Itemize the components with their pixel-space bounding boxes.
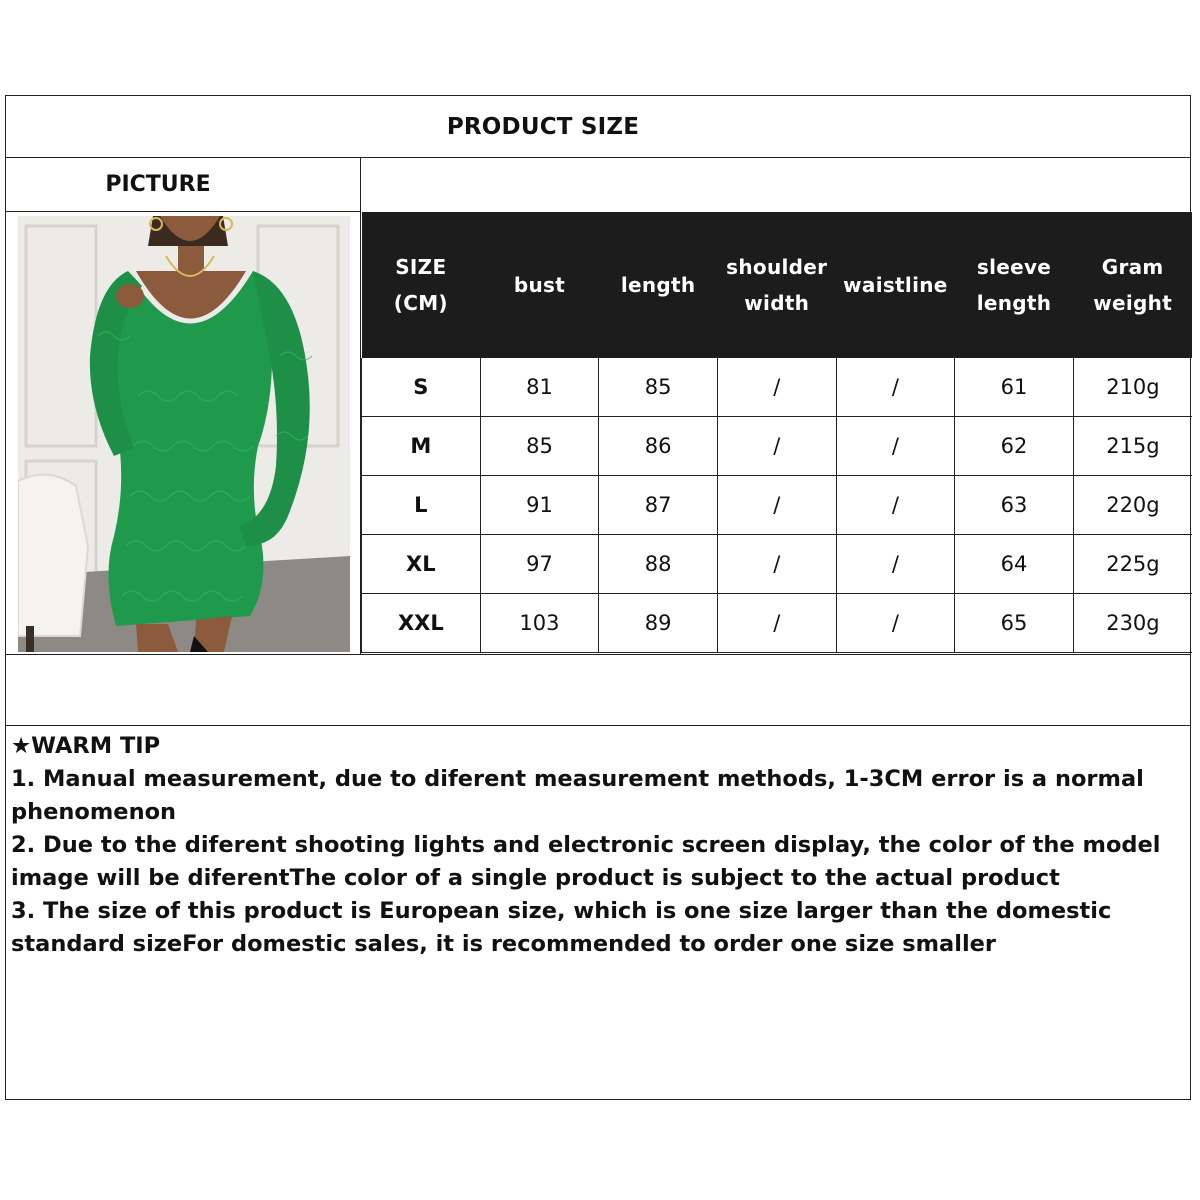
header-waistline: waistline [836, 212, 955, 358]
table-row [362, 358, 1193, 417]
header-length: length [599, 212, 718, 358]
sleeve-cell: 65 [955, 594, 1074, 653]
weight-cell: 215g [1073, 417, 1192, 476]
header-size: SIZE (CM) [362, 212, 481, 358]
page-title: PRODUCT SIZE [446, 113, 640, 140]
picture-label: PICTURE [105, 172, 211, 197]
shoulder-cell: / [717, 535, 836, 594]
header-gram-weight: Gram weight [1073, 212, 1192, 358]
bust-cell: 103 [480, 594, 599, 653]
waistline-cell: / [836, 417, 955, 476]
sleeve-cell: 64 [955, 535, 1074, 594]
shoulder-cell: / [717, 358, 836, 417]
length-cell: 87 [599, 476, 718, 535]
bust-cell: 85 [480, 417, 599, 476]
length-cell: 89 [599, 594, 718, 653]
length-cell: 86 [599, 417, 718, 476]
size-cell: XL [362, 535, 481, 594]
warm-tip-line-2: 2. Due to the diferent shooting lights and electronic screen display, the color of the model image will be diferentThe color of a single product is subject to the actual product [11, 832, 1161, 891]
title-row [6, 96, 1190, 158]
table-row [362, 535, 1193, 594]
warm-tip-line-3: 3. The size of this product is European size, which is one size larger than the domestic standard sizeFor domestic sales, it is recommended to order one size smaller [11, 898, 1112, 957]
picture-label-cell [6, 158, 361, 212]
length-cell: 85 [599, 358, 718, 417]
waistline-cell: / [836, 535, 955, 594]
warm-tip-heading: ★WARM TIP [11, 733, 161, 759]
weight-cell: 220g [1073, 476, 1192, 535]
size-cell: M [362, 417, 481, 476]
waistline-cell: / [836, 594, 955, 653]
shoulder-cell: / [717, 476, 836, 535]
size-cell: XXL [362, 594, 481, 653]
length-cell: 88 [599, 535, 718, 594]
table-row [362, 476, 1193, 535]
weight-cell: 225g [1073, 535, 1192, 594]
table-row [362, 594, 1193, 653]
sleeve-cell: 63 [955, 476, 1074, 535]
photo-cell [6, 212, 361, 654]
product-photo [18, 216, 350, 652]
waistline-cell: / [836, 358, 955, 417]
size-cell: L [362, 476, 481, 535]
size-table-header-row [362, 212, 1193, 358]
shoulder-cell: / [717, 594, 836, 653]
warm-tip-line-1: 1. Manual measurement, due to diferent measurement methods, 1-3CM error is a normal phenomenon [11, 766, 1144, 825]
bust-cell: 91 [480, 476, 599, 535]
header-bust: bust [480, 212, 599, 358]
blank-header-cell [361, 158, 1190, 212]
sleeve-cell: 61 [955, 358, 1074, 417]
waistline-cell: / [836, 476, 955, 535]
size-cell: S [362, 358, 481, 417]
header-sleeve-length: sleeve length [955, 212, 1074, 358]
table-row [362, 417, 1193, 476]
size-chart-frame [5, 95, 1191, 1100]
weight-cell: 230g [1073, 594, 1192, 653]
sleeve-cell: 62 [955, 417, 1074, 476]
size-table [361, 212, 1192, 653]
bust-cell: 97 [480, 535, 599, 594]
header-shoulder-width: shoulder width [717, 212, 836, 358]
model-illustration [18, 216, 350, 652]
warm-tip-section [11, 730, 1187, 961]
shoulder-cell: / [717, 417, 836, 476]
weight-cell: 210g [1073, 358, 1192, 417]
bust-cell: 81 [480, 358, 599, 417]
blank-row [6, 654, 1190, 726]
